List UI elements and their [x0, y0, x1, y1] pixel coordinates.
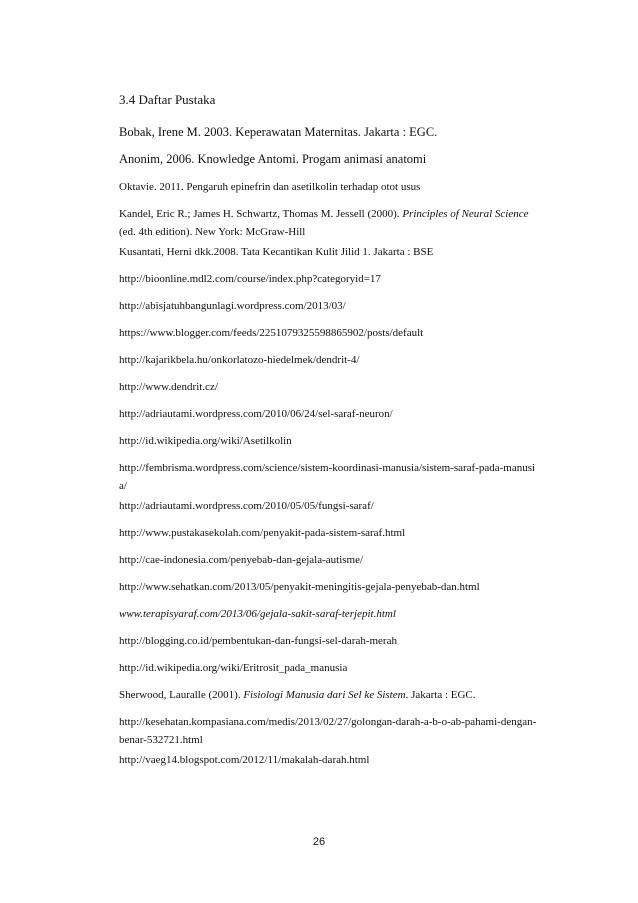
reference-anonim: Anonim, 2006. Knowledge Antomi. Progam animasi anatomi	[119, 152, 427, 166]
section-heading: 3.4 Daftar Pustaka	[119, 92, 216, 107]
reference-kandel-publisher: (ed. 4th edition). New York: McGraw-Hill	[119, 226, 306, 238]
reference-link-wikipedia-asetilkolin[interactable]: http://id.wikipedia.org/wiki/Asetilkolin	[119, 435, 292, 447]
reference-link-abisjatuh[interactable]: http://abisjatuhbangunlagi.wordpress.com/2013/03/	[119, 300, 346, 312]
reference-link-cae-indonesia[interactable]: http://cae-indonesia.com/penyebab-dan-gejala-autisme/	[119, 554, 364, 566]
reference-kusantati: Kusantati, Herni dkk.2008. Tata Kecantikan Kulit Jilid 1. Jakarta : BSE	[119, 246, 434, 258]
reference-link-adriautami-fungsi[interactable]: http://adriautami.wordpress.com/2010/05/05/fungsi-saraf/	[119, 500, 374, 512]
reference-kandel-title: Principles of Neural Science	[402, 208, 529, 220]
reference-link-pustakasekolah[interactable]: http://www.pustakasekolah.com/penyakit-pada-sistem-saraf.html	[119, 527, 406, 539]
reference-kandel-authors: Kandel, Eric R.; James H. Schwartz, Thomas M. Jessell (2000).	[119, 208, 403, 220]
reference-link-wikipedia-eritrosit[interactable]: http://id.wikipedia.org/wiki/Eritrosit_pada_manusia	[119, 662, 348, 674]
reference-bobak: Bobak, Irene M. 2003. Keperawatan Maternitas. Jakarta : EGC.	[119, 125, 438, 139]
reference-link-vaeg14[interactable]: http://vaeg14.blogspot.com/2012/11/makalah-darah.html	[119, 754, 370, 766]
reference-link-terapisyaraf[interactable]: www.terapisyaraf.com/2013/06/gejala-sakit-saraf-terjepit.html	[119, 608, 396, 620]
reference-link-kajarikbela[interactable]: http://kajarikbela.hu/onkorlatozo-hiedelmek/dendrit-4/	[119, 354, 360, 366]
reference-link-sehatkan[interactable]: http://www.sehatkan.com/2013/05/penyakit-meningitis-gejala-penyebab-dan.html	[119, 581, 480, 593]
reference-link-bioonline[interactable]: http://bioonline.mdl2.com/course/index.php?categoryid=17	[119, 273, 381, 285]
reference-sherwood	[119, 686, 539, 704]
reference-link-fembrisma[interactable]: http://fembrisma.wordpress.com/science/sistem-koordinasi-manusia/sistem-saraf-pada-manusia/	[119, 462, 536, 492]
reference-sherwood-title: Fisiologi Manusia dari Sel ke Sistem	[243, 689, 406, 701]
reference-link-blogger[interactable]: https://www.blogger.com/feeds/2251079325598865902/posts/default	[119, 327, 424, 339]
page-number: 26	[312, 836, 326, 848]
reference-sherwood-publisher: . Jakarta : EGC.	[405, 689, 476, 701]
reference-link-adriautami-neuron[interactable]: http://adriautami.wordpress.com/2010/06/24/sel-saraf-neuron/	[119, 408, 393, 420]
reference-sherwood-author: Sherwood, Lauralle (2001).	[119, 689, 244, 701]
reference-kandel	[119, 205, 539, 241]
reference-link-blogging[interactable]: http://blogging.co.id/pembentukan-dan-fungsi-sel-darah-merah	[119, 635, 397, 647]
reference-link-kompasiana[interactable]: http://kesehatan.kompasiana.com/medis/2013/02/27/golongan-darah-a-b-o-ab-pahami-dengan-benar-532721.html	[119, 716, 537, 746]
reference-oktavie: Oktavie. 2011. Pengaruh epinefrin dan asetilkolin terhadap otot usus	[119, 181, 421, 193]
reference-link-dendrit[interactable]: http://www.dendrit.cz/	[119, 381, 218, 393]
